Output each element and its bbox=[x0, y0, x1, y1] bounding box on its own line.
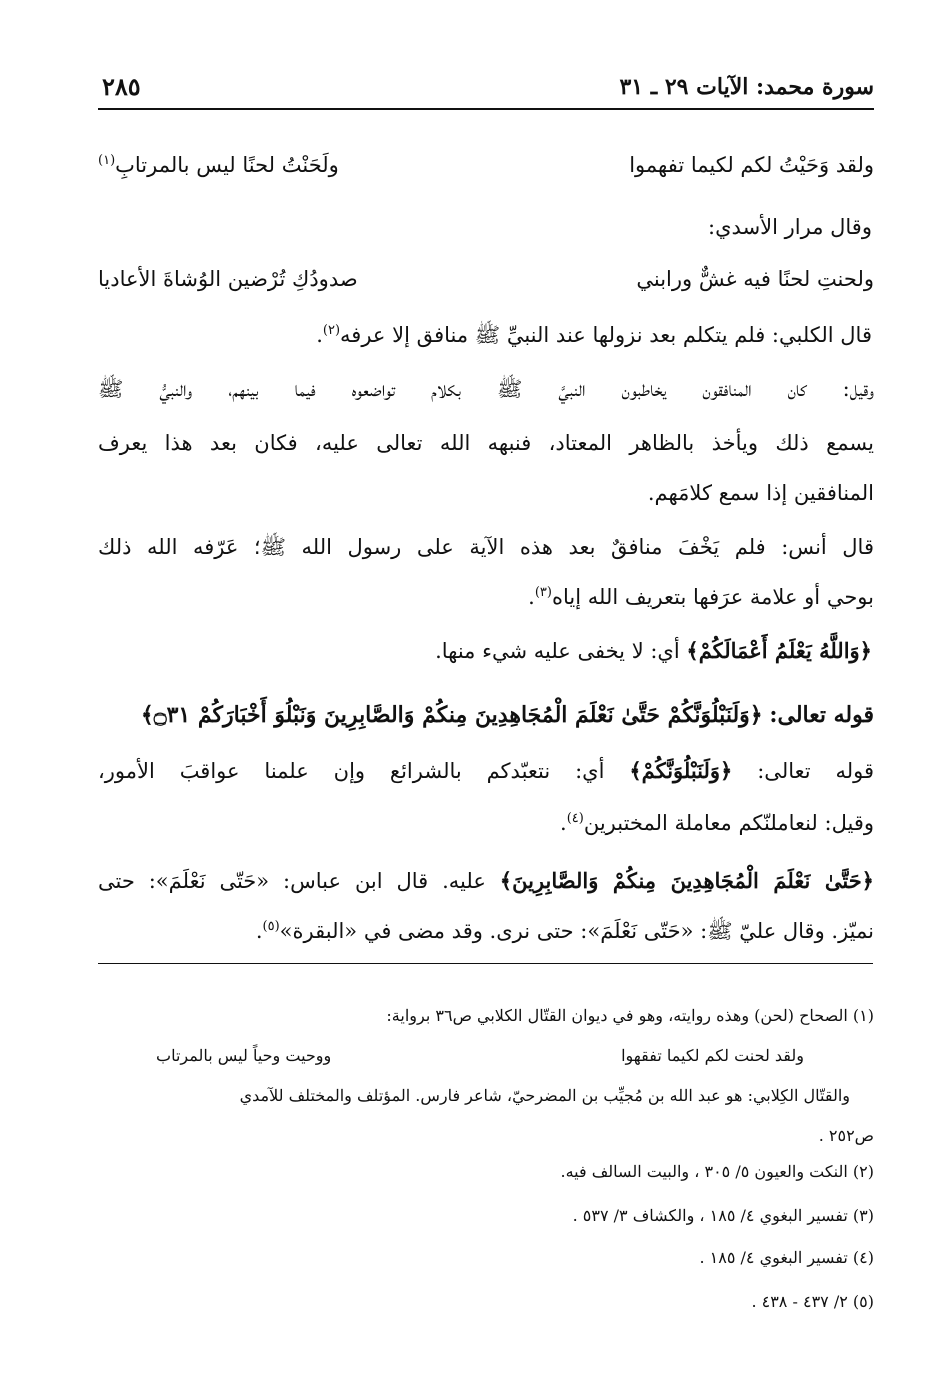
quran-quote: ﴿وَاللَّهُ يَعْلَمُ أَعْمَالَكُمْ﴾ bbox=[686, 638, 872, 663]
footnote-ref[interactable]: (١) bbox=[98, 153, 116, 168]
paragraph-line: ﴿وَاللَّهُ يَعْلَمُ أَعْمَالَكُمْ﴾ أي: لا يخفى عليه شيء منها. bbox=[435, 638, 872, 663]
verse-hemistich-first: ولقد لحنت لكم لكيما تفقهوا bbox=[621, 1046, 804, 1065]
verse-hemistich-first: ولقد وَحَيْتُ لكم لكيما تفهموا bbox=[629, 153, 874, 177]
page bbox=[98, 0, 874, 1381]
footnote-ref[interactable]: (٤) bbox=[566, 811, 584, 826]
paragraph-line: وقيل: كان المنافقون يخاطبون النبيَّ ﷺ بكلام تواضعوه فيما بينهم، والنبيُّ ﷺ bbox=[98, 377, 874, 401]
paragraph-line: ﴿حَتَّىٰ نَعْلَمَ الْمُجَاهِدِينَ مِنكُمْ وَالصَّابِرِينَ﴾ عليه. قال ابن عباس: «حَتّى نَعْلَمَ»: حتى bbox=[98, 868, 874, 893]
running-header bbox=[98, 68, 874, 110]
paragraph-line: قوله تعالى: ﴿وَلَنَبْلُوَنَّكُمْ﴾ أي: نتعبّدكم بالشرائع وإن علمنا عواقبَ الأمور، bbox=[98, 758, 874, 783]
footnote-separator bbox=[98, 963, 873, 964]
verse-hemistich-first: ولحنتِ لحنًا فيه غشٌّ ورابني bbox=[636, 267, 874, 291]
paragraph-line: نميّز. وقال عليّ ﷺ: «حَتّى نَعْلَمَ»: حتى نرى. وقد مضى في «البقرة»$^{(٥)}$. bbox=[255, 919, 874, 943]
paragraph-line: يسمع ذلك ويأخذ بالظاهر المعتاد، فنبهه الله تعالى عليه، فكان بعد هذا يعرف bbox=[98, 431, 874, 455]
quran-quote: ﴿وَلَنَبْلُوَنَّكُمْ حَتَّىٰ نَعْلَمَ الْمُجَاهِدِينَ مِنكُمْ وَالصَّابِرِينَ وَنَبْلُوَ أَخْبَارَكُمْ ۝٣١﴾ bbox=[140, 702, 763, 728]
verse-hemistich-second: ووحيت وحياً ليس بالمرتاب bbox=[156, 1046, 332, 1065]
poetry-verse bbox=[98, 262, 874, 296]
quran-quote: ﴿حَتَّىٰ نَعْلَمَ الْمُجَاهِدِينَ مِنكُمْ وَالصَّابِرِينَ﴾ bbox=[499, 868, 874, 893]
paragraph-line: وقيل: لنعاملنّكم معاملة المختبرين$^{(٤)}$. bbox=[560, 811, 874, 835]
paragraph-line: قال أنس: فلم يَخْفَ منافقٌ بعد هذه الآية على رسول الله ﷺ؛ عَرّفه الله ذلك bbox=[98, 535, 874, 559]
verse-hemistich-second: ولَحَنْتُ لحنًا ليس بالمرتابِ$^{(١)}$ bbox=[98, 153, 339, 177]
paragraph-line: المنافقين إذا سمع كلامَهم. bbox=[647, 481, 874, 505]
poetry-verse bbox=[98, 148, 874, 182]
footnote-line: ص٢٥٢ . bbox=[818, 1126, 874, 1145]
footnote-ref[interactable]: (٢) bbox=[322, 323, 341, 338]
footnote-2: (٢) النكت والعيون ٥/ ٣٠٥ ، والبيت السالف فيه. bbox=[560, 1162, 874, 1181]
page-number: ٢٨٥ bbox=[102, 72, 141, 101]
footnote-4: (٤) تفسير البغوي ٤/ ١٨٥ . bbox=[699, 1248, 874, 1267]
footnote-1: (١) الصحاح (لحن) وهذه روايته، وهو في ديوان القتّال الكلابي ص٣٦ برواية: bbox=[386, 1006, 874, 1025]
footnote-5: (٥) ٢/ ٤٣٧ - ٤٣٨ . bbox=[751, 1292, 874, 1311]
paragraph-line: بوحي أو علامة عرَفها بتعريف الله إياه$^{(٣)}$. bbox=[528, 585, 874, 609]
surah-title: سورة محمد: الآيات ٢٩ ـ ٣١ bbox=[619, 74, 874, 100]
paragraph-line: وقال مرار الأسدي: bbox=[708, 215, 872, 239]
footnote-ref[interactable]: (٣) bbox=[534, 585, 552, 600]
verse-hemistich-second: صدودُكِ تُرْضين الوُشاةَ الأعاديا bbox=[98, 267, 358, 291]
paragraph-line: قال الكلبي: فلم يتكلم بعد نزولها عند النبيِّ ﷺ منافق إلا عرفه$^{(٢)}$. bbox=[316, 323, 872, 347]
footnote-ref[interactable]: (٥) bbox=[262, 919, 280, 934]
section-heading: قوله تعالى: ﴿وَلَنَبْلُوَنَّكُمْ حَتَّىٰ نَعْلَمَ الْمُجَاهِدِينَ مِنكُمْ وَالصَّابِرِينَ وَنَبْلُوَ أَخْبَارَكُمْ ۝٣١﴾ bbox=[140, 702, 874, 728]
footnote-3: (٣) تفسير البغوي ٤/ ١٨٥ ، والكشاف ٣/ ٥٣٧ . bbox=[572, 1206, 874, 1225]
quran-quote: ﴿وَلَنَبْلُوَنَّكُمْ﴾ bbox=[629, 758, 733, 783]
footnote-line: والقتّال الكِلابي: هو عبد الله بن مُجيِّب بن المضرحيّ، شاعر فارس. المؤتلف والمختلف للآمدي bbox=[239, 1086, 850, 1105]
